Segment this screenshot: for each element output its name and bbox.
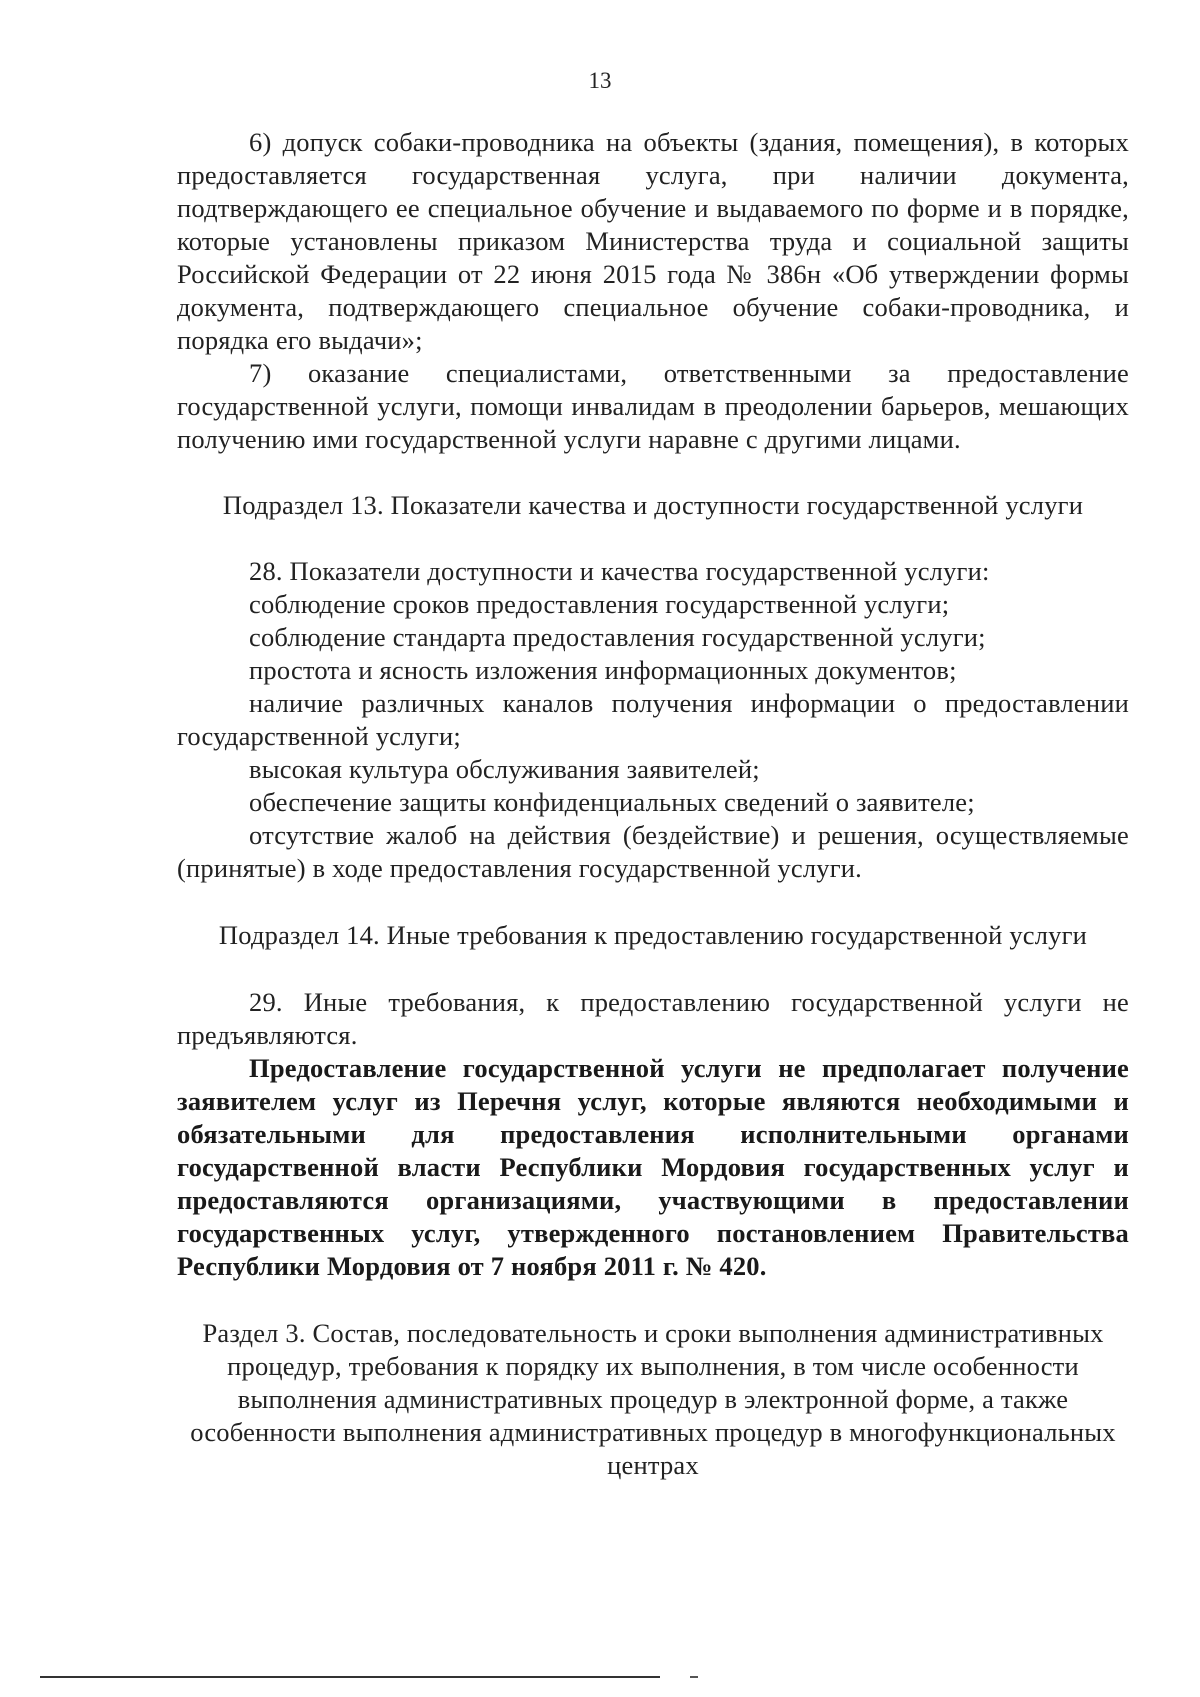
paragraph-item-6: 6) допуск собаки-проводника на объекты (здания, помещения), в которых предоставляется государственная услуга, при наличии документа, подтверждающего ее специальное обучение и выдаваемого по форме и в порядке, которые установлены приказом Министерства труда и социальной защиты Российской Федерации от 22 июня 2015 года № 386н «Об утверждении формы документа, подтверждающего специальное обучение собаки-проводника, и порядка его выдачи»; xyxy=(177,127,1129,355)
subsection-13-item: наличие различных каналов получения информации о предоставлении государственной услуги; xyxy=(177,688,1129,751)
subsection-14-item: 29. Иные требования, к предоставлению государственной услуги не предъявляются. xyxy=(177,987,1129,1050)
subsection-14-item-bold: Предоставление государственной услуги не предполагает получение заявителем услуг из Перечня услуг, которые являются необходимыми и обязательными для предоставления исполнительными органами государственной власти Республики Мордовия государственных услуг и предоставляются организациями, участвующими в предоставлении государственных услуг, утвержденного постановлением Правительства Республики Мордовия от 7 ноября 2011 г. № 420. xyxy=(177,1053,1129,1281)
document-body xyxy=(177,126,1129,1482)
subsection-14-heading: Подраздел 14. Иные требования к предоставлению государственной услуги xyxy=(218,920,1088,950)
paragraph-item-7: 7) оказание специалистами, ответственными за предоставление государственной услуги, помощи инвалидам в преодолении барьеров, мешающих получению ими государственной услуги наравне с другими лицами. xyxy=(177,358,1129,454)
subsection-13-item: 28. Показатели доступности и качества государственной услуги: xyxy=(249,556,990,586)
subsection-13-item: простота и ясность изложения информационных документов; xyxy=(249,655,957,685)
subsection-13-item: обеспечение защиты конфиденциальных сведений о заявителе; xyxy=(249,787,975,817)
subsection-13-item: высокая культура обслуживания заявителей; xyxy=(249,754,760,784)
subsection-13-heading: Подраздел 13. Показатели качества и доступности государственной услуги xyxy=(222,490,1084,520)
footer-divider xyxy=(40,1676,660,1678)
subsection-13-item: соблюдение сроков предоставления государственной услуги; xyxy=(249,589,950,619)
subsection-13-item: отсутствие жалоб на действия (бездействие) и решения, осуществляемые (принятые) в ходе предоставления государственной услуги. xyxy=(177,820,1129,883)
bold-paragraph-block xyxy=(177,1052,1129,1283)
footer-divider-mark xyxy=(690,1676,698,1678)
subsection-13-item: соблюдение стандарта предоставления государственной услуги; xyxy=(249,622,986,652)
page-number: 13 xyxy=(588,68,612,93)
section-3-heading: Раздел 3. Состав, последовательность и сроки выполнения административных процедур, требования к порядку их выполнения, в том числе особенности выполнения административных процедур в электронной форме, а также особенности выполнения административных процедур в многофункциональных центрах xyxy=(190,1318,1116,1480)
